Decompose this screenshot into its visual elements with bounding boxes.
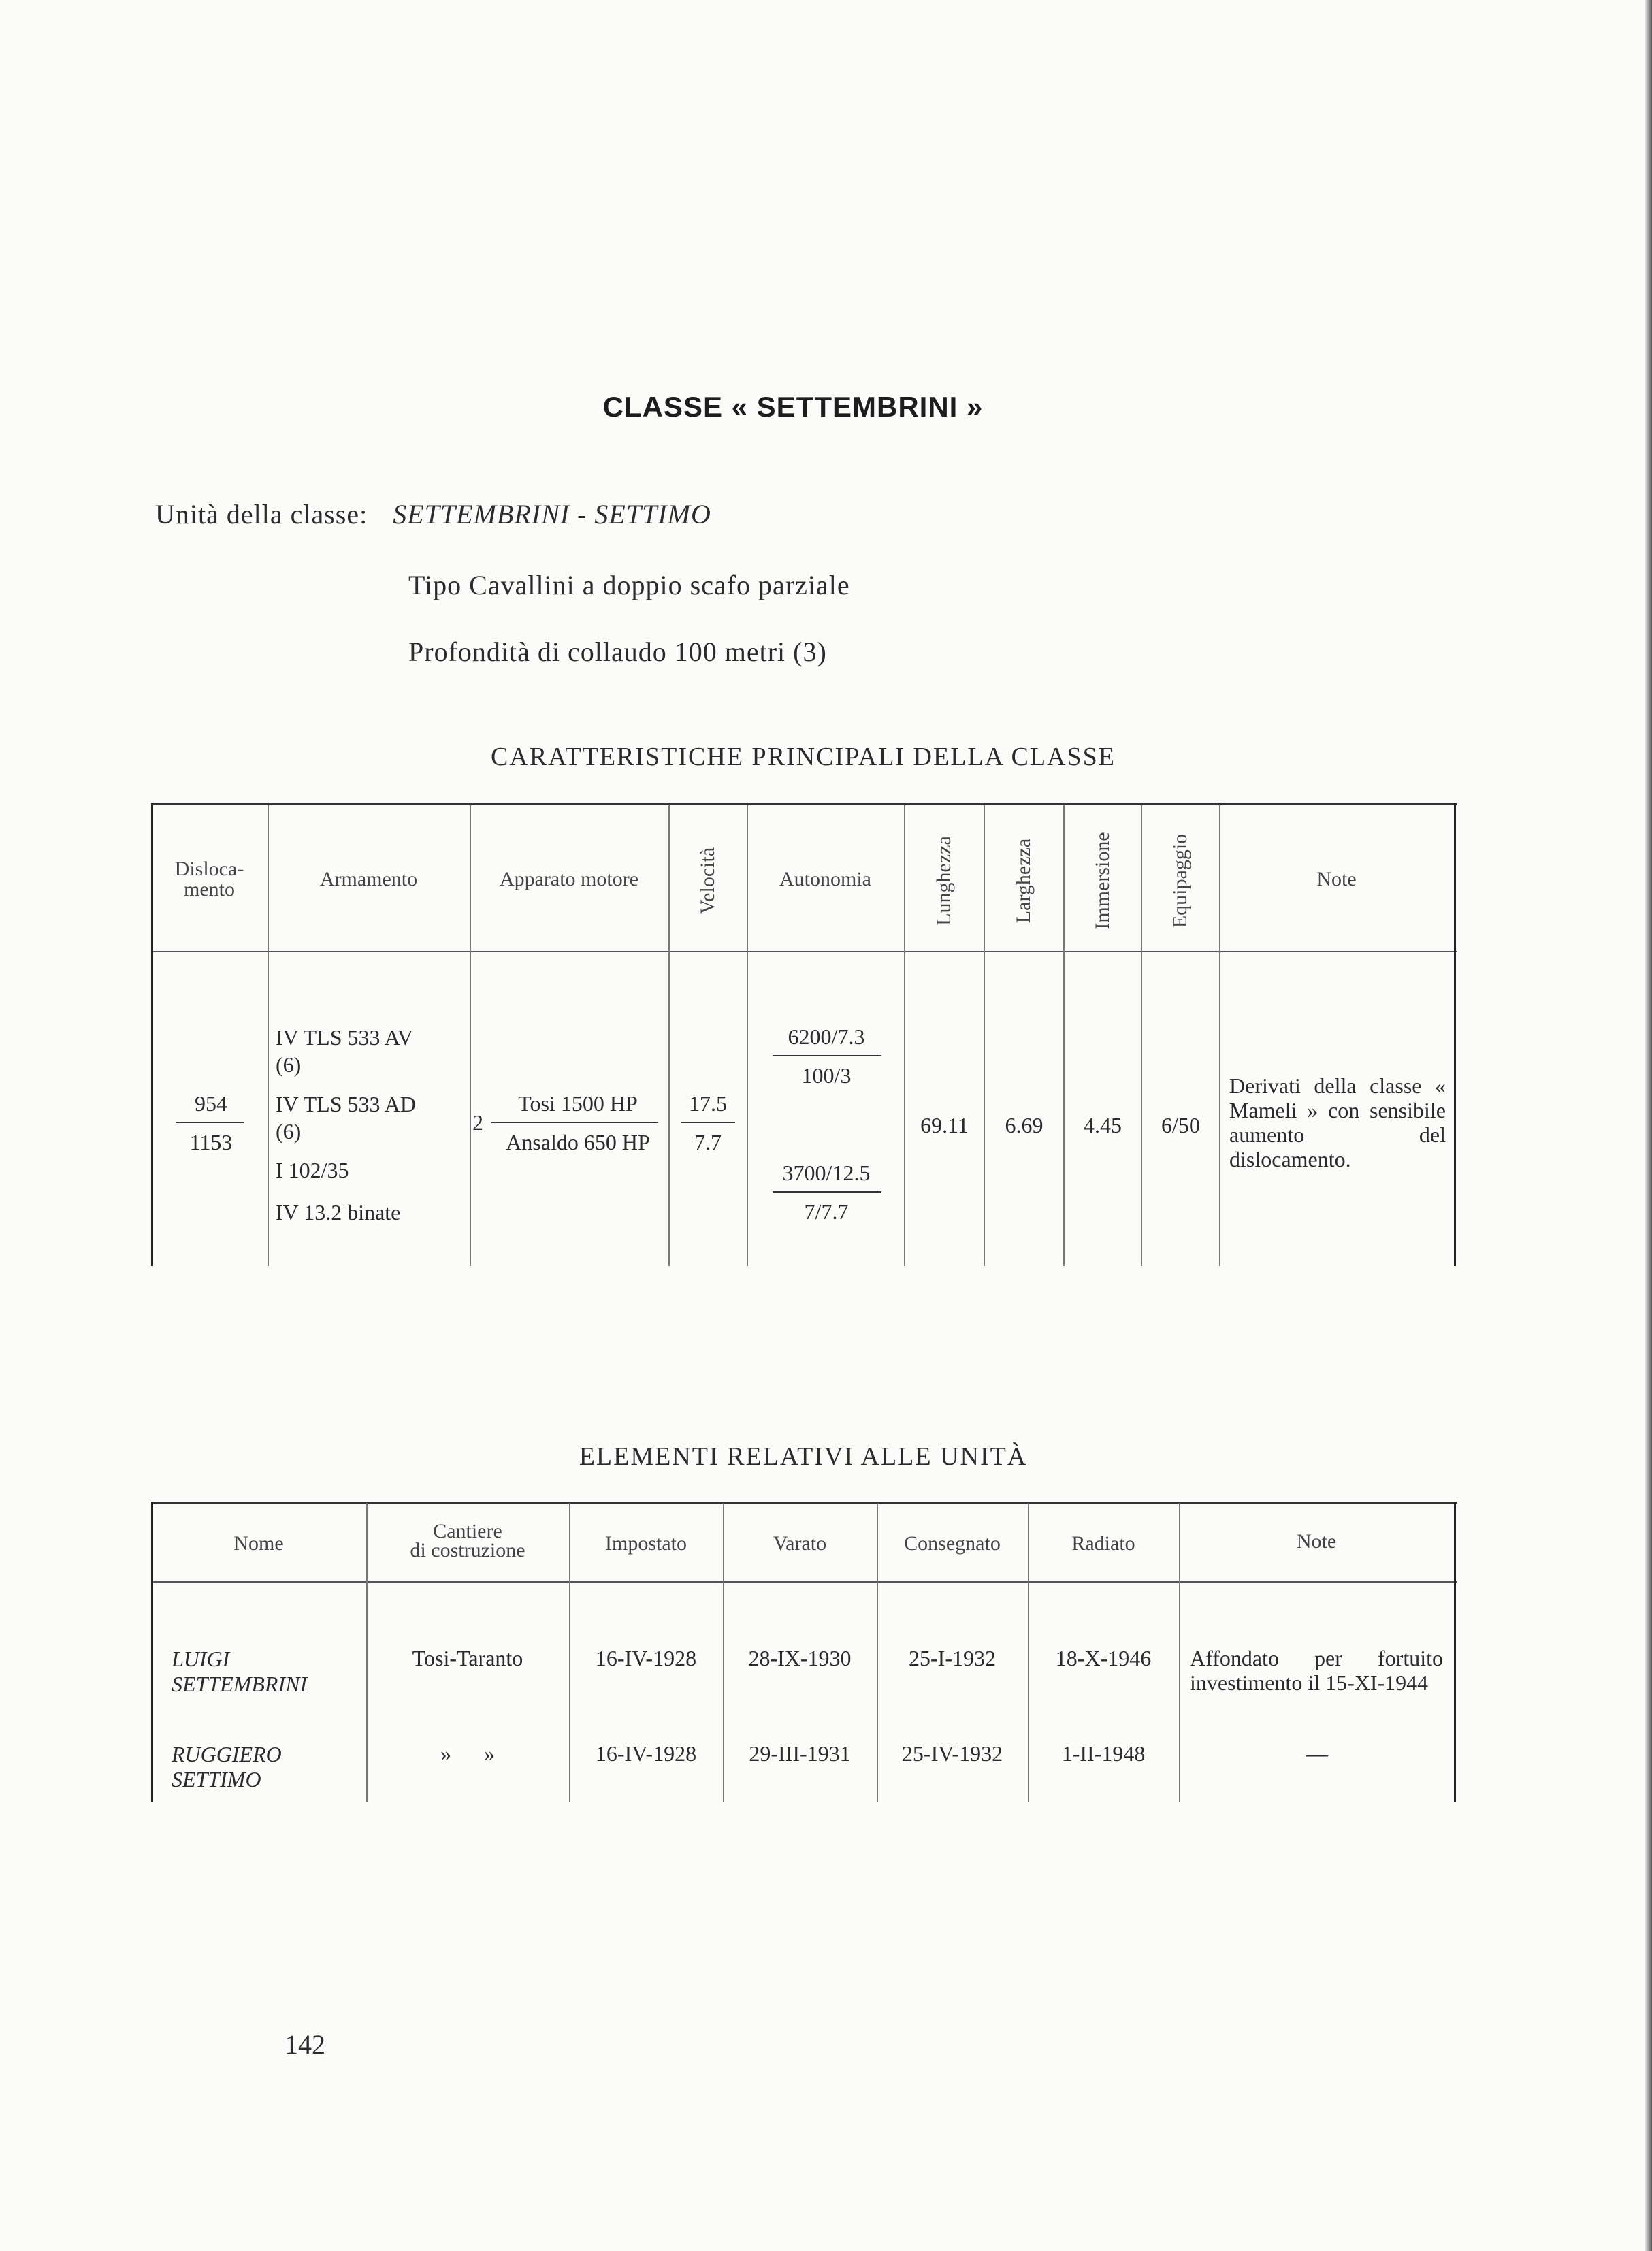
header2-nome: Nome: [233, 1532, 284, 1555]
header2-radiato: Radiato: [1071, 1532, 1135, 1555]
header2-cantiere-1: Cantiere: [433, 1520, 502, 1542]
motore-bottom: Ansaldo 650 HP: [506, 1130, 650, 1154]
arm-6: IV 13.2 binate: [276, 1200, 401, 1225]
row2-nome-2: SETTIMO: [172, 1767, 261, 1792]
header-velocita: Velocità: [696, 847, 719, 915]
disloc-bottom: 1153: [189, 1130, 233, 1154]
header-disloc-1: Disloca-: [174, 858, 244, 880]
row1-nome-1: LUIGI: [172, 1647, 230, 1671]
larghezza-value: 6.69: [1005, 1113, 1043, 1137]
unita-line: [155, 498, 711, 530]
page-title: CLASSE « SETTEMBRINI »: [602, 391, 984, 423]
auton-4: 7/7.7: [804, 1199, 849, 1224]
header-immersione: Immersione: [1091, 832, 1114, 930]
unita-names: SETTEMBRINI - SETTIMO: [393, 499, 711, 530]
header-disloc-2: mento: [184, 878, 235, 901]
vel-bar: [681, 1122, 735, 1123]
row2-radiato: 1-II-1948: [1061, 1741, 1146, 1766]
row2-impostato: 16-IV-1928: [595, 1741, 697, 1766]
auton-1: 6200/7.3: [788, 1024, 865, 1049]
header-dislocamento: [151, 859, 268, 900]
auton-2: 100/3: [801, 1063, 852, 1088]
header2-impostato: Impostato: [605, 1532, 687, 1555]
row1-nome-2: SETTEMBRINI: [172, 1672, 308, 1696]
arm-2: (6): [276, 1052, 302, 1077]
header-equipaggio: Equipaggio: [1169, 833, 1191, 928]
profondita-line: Profondità di collaudo 100 metri (3): [408, 636, 827, 667]
header2-consegnato: Consegnato: [904, 1532, 1001, 1555]
tipo-line: Tipo Cavallini a doppio scafo parziale: [408, 570, 850, 600]
immersione-value: 4.45: [1084, 1113, 1122, 1137]
header-lunghezza: Lunghezza: [933, 836, 955, 926]
section-title-caratteristiche: CARATTERISTICHE PRINCIPALI DELLA CLASSE: [491, 743, 1116, 771]
row2-varato: 29-III-1931: [749, 1741, 851, 1766]
page-number: 142: [285, 2029, 325, 2060]
auton-bar-2: [773, 1191, 881, 1193]
row1-consegnato: 25-I-1932: [909, 1646, 996, 1670]
section-title-elementi: ELEMENTI RELATIVI ALLE UNITÀ: [579, 1442, 1028, 1471]
row2-nome-1: RUGGIERO: [172, 1742, 282, 1766]
header2-cantiere-2: di costruzione: [410, 1539, 525, 1561]
motore-top: Tosi 1500 HP: [518, 1091, 638, 1116]
lunghezza-value: 69.11: [920, 1113, 969, 1137]
header2-cantiere: [366, 1522, 569, 1560]
header-armamento: Armamento: [319, 868, 418, 890]
row1-cantiere: Tosi-Taranto: [412, 1646, 523, 1670]
header-autonomia: Autonomia: [779, 868, 871, 890]
disloc-bar: [176, 1122, 244, 1123]
page-edge-shadow: [1645, 0, 1652, 2251]
arm-4: (6): [276, 1119, 302, 1144]
equipaggio-value: 6/50: [1161, 1113, 1200, 1137]
row1-radiato: 18-X-1946: [1055, 1646, 1152, 1670]
header-larghezza: Larghezza: [1012, 838, 1035, 924]
header2-varato: Varato: [773, 1532, 827, 1555]
vel-bottom: 7.7: [694, 1130, 722, 1154]
header-apparato-motore: Apparato motore: [499, 868, 639, 890]
auton-3: 3700/12.5: [782, 1161, 871, 1185]
row2-consegnato: 25-IV-1932: [901, 1741, 1003, 1766]
vel-top: 17.5: [689, 1091, 727, 1116]
row2-cantiere: » »: [440, 1741, 495, 1766]
motore-mult: 2: [472, 1110, 483, 1135]
row2-note: —: [1306, 1741, 1328, 1766]
motore-bar: [491, 1122, 658, 1123]
disloc-top: 954: [195, 1091, 227, 1116]
arm-5: I 102/35: [276, 1158, 349, 1182]
row1-impostato: 16-IV-1928: [595, 1646, 697, 1670]
arm-3: IV TLS 533 AD: [276, 1092, 416, 1116]
note-classe: Derivati della classe « Mameli » con sensibile aumento del dislocamento.: [1229, 1073, 1446, 1171]
row1-note: Affondato per fortuito investimento il 15-XI-1944: [1190, 1646, 1443, 1695]
unita-label: Unità della classe:: [155, 499, 368, 530]
auton-bar-1: [773, 1055, 881, 1056]
header2-note: Note: [1296, 1530, 1337, 1553]
row1-varato: 28-IX-1930: [748, 1646, 852, 1670]
arm-1: IV TLS 533 AV: [276, 1025, 413, 1050]
header-note: Note: [1316, 868, 1357, 890]
